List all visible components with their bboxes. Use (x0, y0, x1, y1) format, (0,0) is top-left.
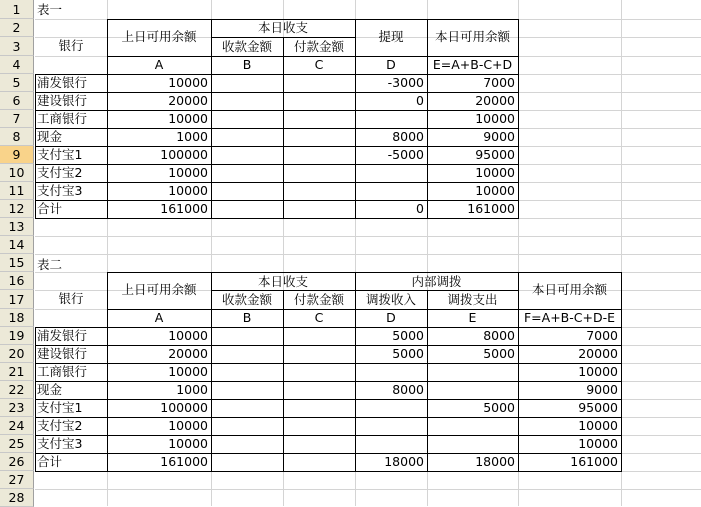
header-receive[interactable]: 收款金额 (221, 39, 272, 54)
column-code[interactable]: C (314, 310, 324, 325)
bank-name-cell[interactable]: 支付宝1 (37, 147, 83, 162)
row-header-21[interactable]: 21 (0, 363, 34, 381)
value-cell[interactable] (211, 146, 283, 164)
value-cell[interactable]: 100000 (160, 400, 208, 415)
value-cell[interactable]: 10000 (168, 364, 208, 379)
value-cell[interactable] (427, 417, 518, 435)
value-cell[interactable]: 10000 (168, 418, 208, 433)
column-code[interactable]: E=A+B-C+D (432, 57, 513, 72)
value-cell[interactable]: 5000 (483, 346, 515, 361)
value-cell[interactable]: 161000 (570, 454, 618, 469)
row-header-24[interactable]: 24 (0, 417, 34, 435)
value-cell[interactable]: 20000 (578, 346, 618, 361)
value-cell[interactable]: 10000 (578, 436, 618, 451)
row-header-14[interactable]: 14 (0, 236, 34, 254)
header-internal[interactable]: 内部调拨 (411, 274, 462, 289)
border-v (427, 290, 428, 472)
value-cell[interactable] (211, 435, 283, 453)
value-cell[interactable]: 95000 (475, 147, 515, 162)
value-cell[interactable]: 1000 (176, 382, 208, 397)
bank-name-cell[interactable]: 现金 (37, 382, 63, 397)
border-h (35, 399, 622, 400)
border-h (35, 435, 622, 436)
column-code[interactable]: B (242, 57, 252, 72)
value-cell[interactable]: 5000 (392, 346, 424, 361)
value-cell[interactable] (283, 363, 355, 381)
value-cell[interactable]: 161000 (160, 201, 208, 216)
value-cell[interactable]: 10000 (578, 418, 618, 433)
header-withdraw[interactable]: 提现 (378, 29, 404, 44)
bank-name-cell[interactable]: 浦发银行 (37, 328, 88, 343)
row-header-10[interactable]: 10 (0, 164, 34, 182)
value-cell[interactable] (427, 363, 518, 381)
value-cell[interactable] (283, 453, 355, 471)
value-cell[interactable] (211, 110, 283, 128)
row-header-1[interactable]: 1 (0, 0, 34, 19)
border-v (427, 19, 428, 219)
gridline-h (35, 489, 701, 490)
value-cell[interactable]: 10000 (168, 436, 208, 451)
header-bank[interactable]: 银行 (58, 38, 84, 53)
row-header-25[interactable]: 25 (0, 435, 34, 453)
value-cell[interactable]: 0 (416, 201, 424, 216)
header-today-balance[interactable]: 本日可用余额 (434, 29, 510, 44)
value-cell[interactable] (283, 128, 355, 146)
gridline-h (35, 254, 701, 255)
column-code[interactable]: A (154, 310, 164, 325)
value-cell[interactable] (283, 92, 355, 110)
bank-name-cell[interactable]: 支付宝3 (37, 183, 83, 198)
row-header-27[interactable]: 27 (0, 471, 34, 489)
row-header-13[interactable]: 13 (0, 218, 34, 236)
value-cell[interactable] (211, 363, 283, 381)
value-cell[interactable] (211, 327, 283, 345)
value-cell[interactable] (283, 110, 355, 128)
value-cell[interactable]: -3000 (387, 75, 424, 90)
border-v (35, 74, 36, 219)
column-code[interactable]: B (242, 310, 252, 325)
header-today-balance[interactable]: 本日可用余额 (531, 282, 607, 297)
value-cell[interactable] (211, 345, 283, 363)
table-1-title[interactable]: 表一 (37, 2, 63, 17)
value-cell[interactable]: 10000 (475, 183, 515, 198)
value-cell[interactable]: 10000 (475, 165, 515, 180)
border-v (107, 19, 108, 219)
value-cell[interactable]: 9000 (586, 382, 618, 397)
bank-name-cell[interactable]: 支付宝2 (37, 165, 83, 180)
value-cell[interactable]: 10000 (168, 165, 208, 180)
value-cell[interactable]: 20000 (168, 346, 208, 361)
row-header-17[interactable]: 17 (0, 290, 34, 309)
value-cell[interactable]: 5000 (392, 328, 424, 343)
column-code[interactable]: D (386, 57, 396, 72)
header-daily[interactable]: 本日收支 (257, 274, 308, 289)
header-bank[interactable]: 银行 (58, 291, 84, 306)
border-v (283, 37, 284, 219)
value-cell[interactable] (283, 182, 355, 200)
bank-name-cell[interactable]: 支付宝1 (37, 400, 83, 415)
row-header-7[interactable]: 7 (0, 110, 34, 128)
border-h (107, 309, 622, 310)
border-v (283, 290, 284, 472)
bank-name-cell[interactable]: 建设银行 (37, 93, 88, 108)
value-cell[interactable] (211, 74, 283, 92)
value-cell[interactable] (211, 417, 283, 435)
gridline-h (35, 236, 701, 237)
header-prev-balance[interactable]: 上日可用余额 (121, 282, 197, 297)
value-cell[interactable]: 18000 (384, 454, 424, 469)
value-cell[interactable]: 10000 (168, 328, 208, 343)
header-daily[interactable]: 本日收支 (257, 20, 308, 35)
bank-name-cell[interactable]: 建设银行 (37, 346, 88, 361)
row-header-12[interactable]: 12 (0, 200, 34, 218)
value-cell[interactable]: 7000 (586, 328, 618, 343)
row-header-18[interactable]: 18 (0, 309, 34, 327)
value-cell[interactable]: 0 (416, 93, 424, 108)
value-cell[interactable]: 20000 (475, 93, 515, 108)
border-h (35, 381, 622, 382)
value-cell[interactable]: 100000 (160, 147, 208, 162)
header-transfer-in[interactable]: 调拨收入 (365, 292, 416, 307)
value-cell[interactable]: 7000 (483, 75, 515, 90)
value-cell[interactable] (355, 182, 427, 200)
row-header-2[interactable]: 2 (0, 19, 34, 37)
header-pay[interactable]: 付款金额 (293, 292, 344, 307)
bank-name-cell[interactable]: 支付宝2 (37, 418, 83, 433)
value-cell[interactable] (211, 200, 283, 218)
column-code[interactable]: E (468, 310, 477, 325)
value-cell[interactable] (427, 381, 518, 399)
border-v (518, 19, 519, 219)
value-cell[interactable] (283, 164, 355, 182)
value-cell[interactable]: 9000 (483, 129, 515, 144)
value-cell[interactable] (355, 399, 427, 417)
border-h (35, 363, 622, 364)
value-cell[interactable] (283, 399, 355, 417)
header-receive[interactable]: 收款金额 (221, 292, 272, 307)
value-cell[interactable]: 5000 (483, 400, 515, 415)
row-header-26[interactable]: 26 (0, 453, 34, 471)
row-header-22[interactable]: 22 (0, 381, 34, 399)
row-header-20[interactable]: 20 (0, 345, 34, 363)
row-header-9[interactable]: 9 (0, 146, 34, 164)
border-v (211, 19, 212, 219)
border-v (211, 272, 212, 472)
value-cell[interactable]: 161000 (467, 201, 515, 216)
border-h (35, 453, 622, 454)
value-cell[interactable]: 8000 (392, 129, 424, 144)
value-cell[interactable]: 1000 (176, 129, 208, 144)
border-h (107, 19, 519, 20)
value-cell[interactable]: -5000 (387, 147, 424, 162)
border-v (518, 272, 519, 472)
value-cell[interactable] (355, 435, 427, 453)
table-2-title[interactable]: 表二 (37, 257, 63, 272)
value-cell[interactable] (427, 435, 518, 453)
column-code[interactable]: F=A+B-C+D-E (523, 310, 615, 325)
border-h (35, 471, 622, 472)
header-transfer-out[interactable]: 调拨支出 (447, 292, 498, 307)
border-v (621, 272, 622, 472)
value-cell[interactable] (211, 128, 283, 146)
value-cell[interactable]: 95000 (578, 400, 618, 415)
value-cell[interactable] (283, 435, 355, 453)
bank-name-cell[interactable]: 浦发银行 (37, 75, 88, 90)
value-cell[interactable] (211, 92, 283, 110)
value-cell[interactable] (283, 146, 355, 164)
value-cell[interactable]: 18000 (475, 454, 515, 469)
value-cell[interactable] (283, 417, 355, 435)
border-v (355, 272, 356, 472)
border-h (35, 327, 622, 328)
column-code[interactable]: D (386, 310, 396, 325)
row-header-23[interactable]: 23 (0, 399, 34, 417)
value-cell[interactable]: 20000 (168, 93, 208, 108)
value-cell[interactable] (283, 200, 355, 218)
value-cell[interactable]: 8000 (483, 328, 515, 343)
row-header-8[interactable]: 8 (0, 128, 34, 146)
row-header-28[interactable]: 28 (0, 489, 34, 507)
bank-name-cell[interactable]: 工商银行 (37, 111, 88, 126)
border-h (35, 345, 622, 346)
value-cell[interactable]: 10000 (168, 111, 208, 126)
value-cell[interactable] (355, 110, 427, 128)
value-cell[interactable] (355, 363, 427, 381)
column-code[interactable]: A (154, 57, 164, 72)
value-cell[interactable]: 8000 (392, 382, 424, 397)
row-header-3[interactable]: 3 (0, 37, 34, 56)
border-v (355, 19, 356, 219)
bank-name-cell[interactable]: 现金 (37, 129, 63, 144)
value-cell[interactable] (283, 381, 355, 399)
row-header-5[interactable]: 5 (0, 74, 34, 92)
value-cell[interactable] (355, 164, 427, 182)
row-header-19[interactable]: 19 (0, 327, 34, 345)
border-h (107, 272, 622, 273)
value-cell[interactable] (211, 164, 283, 182)
value-cell[interactable] (355, 417, 427, 435)
border-v (107, 272, 108, 472)
bank-name-cell[interactable]: 合计 (37, 454, 63, 469)
row-header-4[interactable]: 4 (0, 56, 34, 74)
header-pay[interactable]: 付款金额 (293, 39, 344, 54)
column-code[interactable]: C (314, 57, 324, 72)
row-header-6[interactable]: 6 (0, 92, 34, 110)
bank-name-cell[interactable]: 合计 (37, 201, 63, 216)
value-cell[interactable]: 10000 (475, 111, 515, 126)
value-cell[interactable] (211, 399, 283, 417)
border-v (35, 327, 36, 472)
row-header-11[interactable]: 11 (0, 182, 34, 200)
value-cell[interactable] (283, 327, 355, 345)
border-h (107, 56, 519, 57)
value-cell[interactable]: 10000 (578, 364, 618, 379)
value-cell[interactable] (283, 74, 355, 92)
border-h (211, 290, 519, 291)
bank-name-cell[interactable]: 工商银行 (37, 364, 88, 379)
value-cell[interactable] (211, 453, 283, 471)
border-h (35, 417, 622, 418)
value-cell[interactable]: 10000 (168, 183, 208, 198)
row-header-15[interactable]: 15 (0, 254, 34, 272)
row-header-16[interactable]: 16 (0, 272, 34, 290)
value-cell[interactable]: 10000 (168, 75, 208, 90)
value-cell[interactable] (211, 182, 283, 200)
value-cell[interactable]: 161000 (160, 454, 208, 469)
bank-name-cell[interactable]: 支付宝3 (37, 436, 83, 451)
value-cell[interactable] (211, 381, 283, 399)
header-prev-balance[interactable]: 上日可用余额 (121, 29, 197, 44)
value-cell[interactable] (283, 345, 355, 363)
